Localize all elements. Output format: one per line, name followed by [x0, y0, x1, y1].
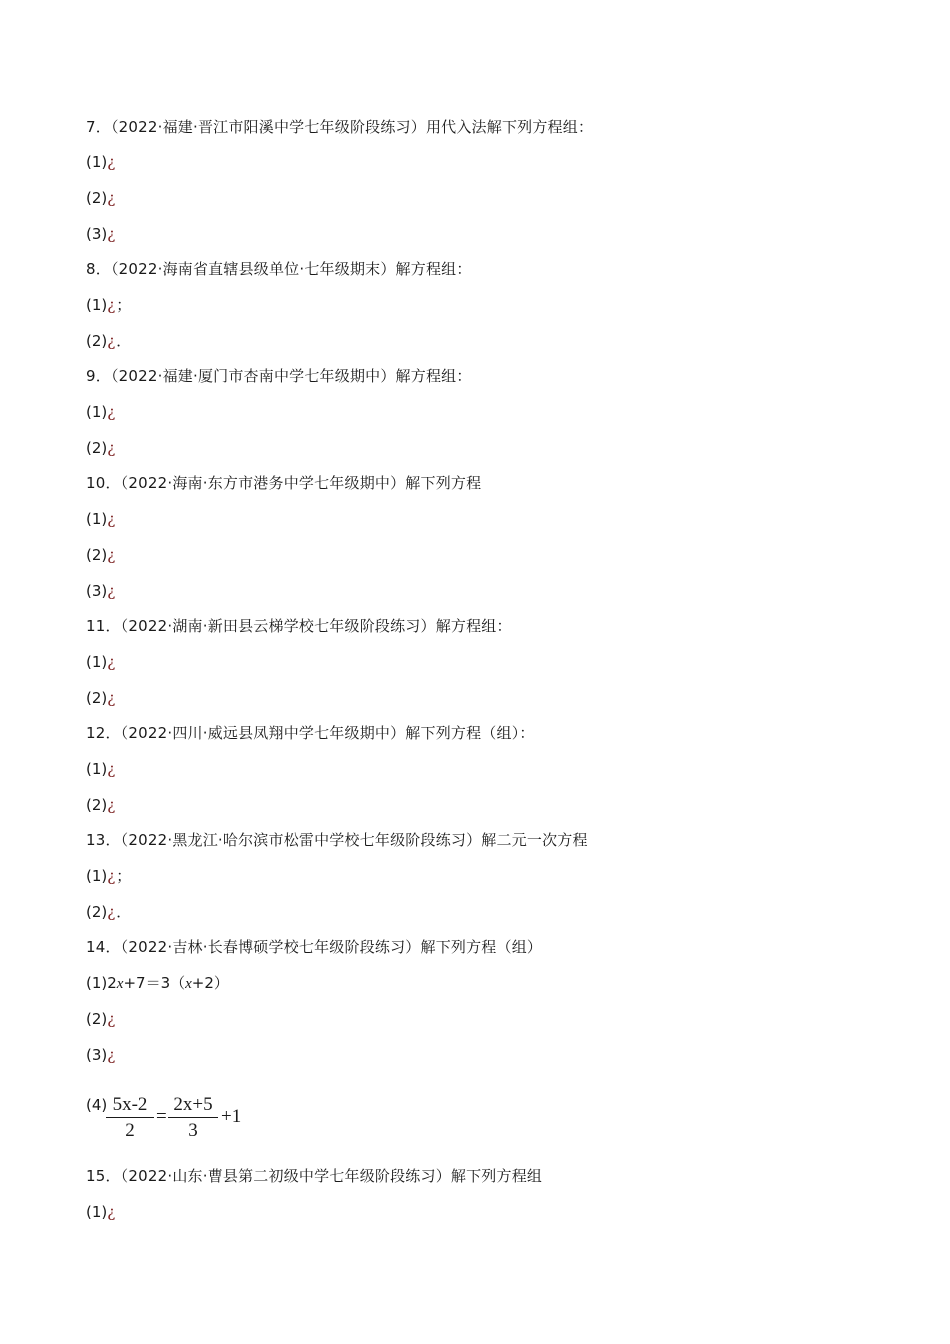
question-12-title: 12．（2022·四川·威远县凤翔中学七年级期中）解下列方程（组）： [86, 724, 535, 742]
question-13-title: 13．（2022·黑龙江·哈尔滨市松雷中学校七年级阶段练习）解二元一次方程 [86, 831, 588, 849]
question-15-part-1 [86, 1202, 115, 1222]
question-9-title: 9．（2022·福建·厦门市杏南中学七年级期中）解方程组： [86, 367, 472, 385]
missing-equation-glyph: ¿ [107, 439, 116, 457]
missing-equation-glyph: ¿ [107, 796, 116, 814]
part-suffix: ； [116, 296, 132, 314]
question-7-part-1 [86, 152, 115, 172]
variable-x: x [116, 976, 124, 992]
part-label: (1) [86, 296, 108, 314]
part-label: (3) [86, 225, 108, 243]
question-14-part-2 [86, 1009, 115, 1029]
question-8-part-1 [86, 295, 131, 315]
question-7-part-2 [86, 188, 115, 208]
part-label: (2) [86, 189, 108, 207]
question-9-part-1 [86, 402, 115, 422]
fraction-right [168, 1094, 218, 1142]
question-13-part-2 [86, 902, 131, 922]
part-label: (3) [86, 1046, 108, 1064]
plus-one-term: +1 [221, 1106, 242, 1127]
question-11-part-2 [86, 688, 115, 708]
part-label: (1) [86, 760, 108, 778]
equation-middle: +7＝3（ [123, 974, 186, 992]
question-14-part-4 [86, 1094, 346, 1144]
part-label: (2) [86, 546, 108, 564]
question-10-title: 10．（2022·海南·东方市港务中学七年级期中）解下列方程 [86, 474, 482, 492]
part-label: (1) [86, 403, 108, 421]
fraction-left [106, 1094, 154, 1142]
question-10-part-1 [86, 509, 115, 529]
missing-equation-glyph: ¿ [107, 403, 116, 421]
question-8-part-2 [86, 331, 131, 351]
fraction-denominator: 3 [188, 1120, 198, 1141]
missing-equation-glyph: ¿ [107, 582, 116, 600]
question-15-title: 15．（2022·山东·曹县第二初级中学七年级阶段练习）解下列方程组 [86, 1167, 543, 1185]
part-label: (2) [86, 1010, 108, 1028]
missing-equation-glyph: ¿ [107, 546, 116, 564]
equals-sign: = [156, 1106, 167, 1127]
part-label-equation-start: (1)2 [86, 974, 117, 992]
missing-equation-glyph: ¿ [107, 1203, 116, 1221]
missing-equation-glyph: ¿ [107, 867, 116, 885]
question-13-part-1 [86, 866, 131, 886]
part-label: (1) [86, 653, 108, 671]
part-suffix: ． [116, 332, 132, 350]
part-label: (1) [86, 153, 108, 171]
missing-equation-glyph: ¿ [107, 153, 116, 171]
question-14-part-1 [86, 973, 229, 994]
question-12-part-2 [86, 795, 115, 815]
missing-equation-glyph: ¿ [107, 332, 116, 350]
variable-x: x [185, 976, 192, 992]
missing-equation-glyph: ¿ [107, 225, 116, 243]
missing-equation-glyph: ¿ [107, 510, 116, 528]
part-label: (1) [86, 510, 108, 528]
fraction-denominator: 2 [125, 1120, 135, 1141]
missing-equation-glyph: ¿ [107, 903, 116, 921]
question-12-part-1 [86, 759, 115, 779]
part-label: (1) [86, 867, 108, 885]
fraction-numerator: 2x+5 [168, 1094, 218, 1118]
question-7-part-3 [86, 224, 115, 244]
question-7-title: 7．（2022·福建·晋江市阳溪中学七年级阶段练习）用代入法解下列方程组： [86, 118, 594, 136]
question-10-part-3 [86, 581, 115, 601]
part-label: (4) [86, 1096, 108, 1114]
part-label: (2) [86, 439, 108, 457]
missing-equation-glyph: ¿ [107, 653, 116, 671]
missing-equation-glyph: ¿ [107, 760, 116, 778]
part-suffix: ． [116, 903, 132, 921]
part-label: (2) [86, 332, 108, 350]
question-9-part-2 [86, 438, 115, 458]
part-label: (1) [86, 1203, 108, 1221]
question-14-title: 14．（2022·吉林·长春博硕学校七年级阶段练习）解下列方程（组） [86, 938, 543, 956]
part-label: (2) [86, 689, 108, 707]
part-suffix: ； [116, 867, 132, 885]
question-10-part-2 [86, 545, 115, 565]
question-8-title: 8．（2022·海南省直辖县级单位·七年级期末）解方程组： [86, 260, 472, 278]
fraction-numerator: 5x-2 [106, 1094, 154, 1118]
question-14-part-3 [86, 1045, 115, 1065]
part-label: (2) [86, 903, 108, 921]
question-11-title: 11．（2022·湖南·新田县云梯学校七年级阶段练习）解方程组： [86, 617, 512, 635]
missing-equation-glyph: ¿ [107, 689, 116, 707]
equation-end: +2） [191, 974, 229, 992]
question-11-part-1 [86, 652, 115, 672]
part-label: (2) [86, 796, 108, 814]
missing-equation-glyph: ¿ [107, 296, 116, 314]
part-label: (3) [86, 582, 108, 600]
missing-equation-glyph: ¿ [107, 1010, 116, 1028]
missing-equation-glyph: ¿ [107, 1046, 116, 1064]
missing-equation-glyph: ¿ [107, 189, 116, 207]
